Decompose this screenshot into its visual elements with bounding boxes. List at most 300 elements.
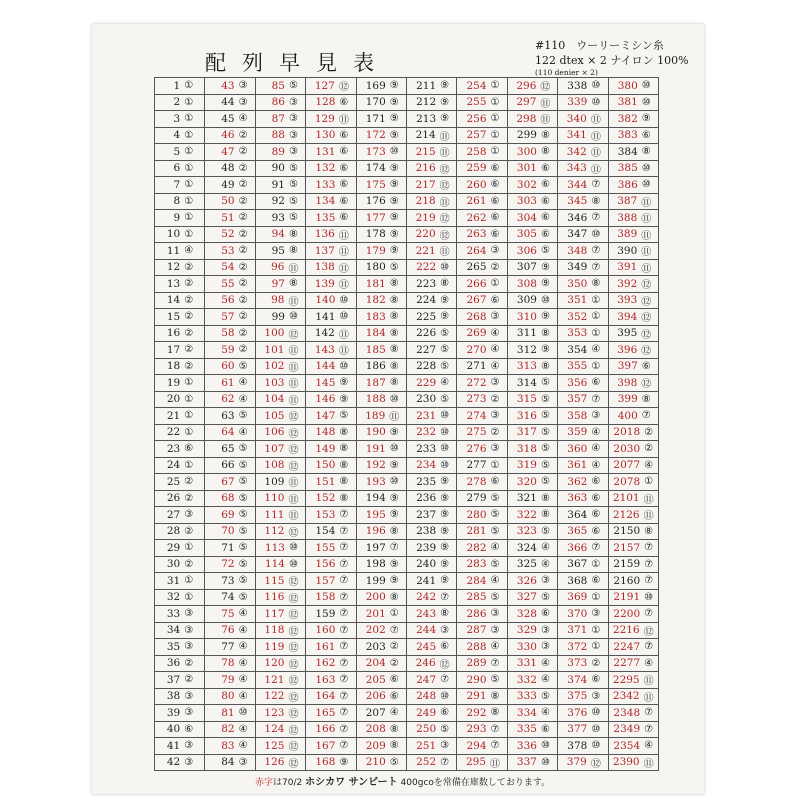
cell-content [306, 525, 355, 537]
entry-number: 383 [617, 129, 638, 142]
circled-code: ⑫ [288, 412, 299, 424]
entry-number: 111 [264, 508, 285, 521]
entry-number: 264 [466, 244, 487, 257]
table-cell [205, 540, 255, 557]
entry-number: 318 [516, 442, 537, 455]
entry-number: 159 [315, 607, 336, 620]
cell-content [256, 755, 305, 770]
entry-number: 382 [617, 112, 638, 125]
cell-content [508, 261, 557, 273]
entry-number: 219 [415, 211, 436, 224]
cell-content [306, 276, 355, 291]
table-cell [608, 193, 658, 210]
cell-content [508, 723, 557, 735]
cell-content [306, 294, 355, 306]
cell-content [558, 294, 607, 306]
cell-content [155, 96, 204, 108]
entry-number: 14 [166, 294, 181, 307]
cell-content [205, 492, 254, 504]
entry-number: 132 [315, 162, 336, 175]
entry-number: 297 [516, 96, 537, 109]
circled-code: ② [184, 476, 194, 488]
circled-code: ⑥ [339, 129, 349, 141]
cell-content [558, 707, 607, 719]
table-cell [155, 325, 205, 342]
cell-content [609, 707, 658, 719]
entry-number: 269 [466, 327, 487, 340]
entry-number: 190 [365, 426, 386, 439]
entry-number: 272 [466, 376, 487, 389]
entry-number: 35 [166, 640, 181, 653]
table-cell [608, 738, 658, 755]
cell-content [155, 327, 204, 339]
circled-code: ⑩ [591, 707, 601, 719]
cell-content [508, 426, 557, 438]
circled-code: ⑨ [440, 492, 450, 504]
circled-code: ⑫ [338, 82, 349, 94]
entry-number: 154 [315, 525, 336, 538]
table-cell [255, 243, 305, 260]
cell-content [155, 492, 204, 504]
cell-content [256, 623, 305, 638]
entry-number: 40 [166, 723, 181, 736]
cell-content [609, 623, 658, 638]
circled-code: ⑦ [490, 723, 500, 735]
table-cell [507, 457, 557, 474]
cell-content [256, 524, 305, 539]
entry-number: 370 [567, 607, 588, 620]
entry-number: 399 [617, 393, 638, 406]
table-cell [406, 375, 456, 392]
circled-code: ④ [644, 740, 654, 752]
circled-code: ⑤ [540, 591, 550, 603]
table-cell [356, 655, 406, 672]
circled-code: ⑫ [439, 164, 450, 176]
table-cell [507, 292, 557, 309]
table-cell [155, 523, 205, 540]
entry-number: 238 [416, 525, 437, 538]
cell-content [205, 476, 254, 488]
entry-number: 4 [173, 129, 181, 142]
cell-content [508, 591, 557, 603]
circled-code: ⑨ [389, 228, 399, 240]
cell-content [508, 410, 557, 422]
circled-code: ① [490, 129, 500, 141]
circled-code: ④ [238, 113, 248, 125]
circled-code: ⑩ [591, 80, 601, 92]
table-cell [406, 589, 456, 606]
table-cell [406, 457, 456, 474]
circled-code: ③ [238, 96, 248, 108]
cell-content [155, 657, 204, 669]
circled-code: ⑤ [490, 525, 500, 537]
circled-code: ⑤ [339, 410, 349, 422]
cell-content [357, 542, 406, 554]
cell-content [205, 740, 254, 752]
circled-code: ⑨ [540, 311, 550, 323]
circled-code: ④ [591, 344, 601, 356]
circled-code: ④ [490, 344, 500, 356]
table-row [155, 639, 659, 656]
table-row [155, 441, 659, 458]
table-cell [608, 144, 658, 161]
cell-content [155, 113, 204, 125]
circled-code: ② [184, 657, 194, 669]
entry-number: 252 [416, 756, 437, 769]
entry-number: 33 [166, 607, 181, 620]
cell-content [357, 212, 406, 224]
entry-number: 102 [264, 360, 285, 373]
table-cell [507, 160, 557, 177]
cell-content [508, 575, 557, 587]
circled-code: ⑤ [288, 80, 298, 92]
table-cell [507, 127, 557, 144]
table-cell [457, 358, 507, 375]
entry-number: 165 [315, 706, 336, 719]
entry-number: 313 [516, 360, 537, 373]
entry-number: 122 [264, 690, 285, 703]
table-cell [558, 94, 608, 111]
circled-code: ④ [540, 558, 550, 570]
circled-code: ⑩ [591, 740, 601, 752]
table-cell [205, 639, 255, 656]
circled-code: ⑪ [643, 676, 654, 688]
table-cell [608, 342, 658, 359]
circled-code: ⑥ [490, 476, 500, 488]
cell-content [306, 129, 355, 141]
entry-number: 142 [314, 327, 335, 340]
table-cell [255, 738, 305, 755]
circled-code: ⑧ [288, 228, 298, 240]
entry-number: 210 [365, 756, 386, 769]
cell-content [205, 459, 254, 471]
circled-code: ⑤ [440, 327, 450, 339]
circled-code: ⑩ [389, 443, 399, 455]
entry-number: 400 [617, 409, 638, 422]
circled-code: ⑥ [389, 690, 399, 702]
entry-number: 211 [416, 79, 437, 92]
entry-number: 182 [365, 294, 386, 307]
cell-content [407, 756, 456, 768]
table-cell [558, 309, 608, 326]
cell-content [357, 690, 406, 702]
entry-number: 30 [166, 558, 181, 571]
cell-content [205, 641, 254, 653]
circled-code: ⑧ [490, 690, 500, 702]
cell-content [609, 260, 658, 275]
table-cell [457, 243, 507, 260]
cell-content [609, 227, 658, 242]
circled-code: ③ [591, 608, 601, 620]
table-cell [205, 177, 255, 194]
table-cell [507, 490, 557, 507]
entry-number: 113 [264, 541, 285, 554]
cell-content [457, 542, 506, 554]
circled-code: ⑥ [540, 228, 550, 240]
circled-code: ⑪ [288, 263, 299, 275]
cell-content [558, 542, 607, 554]
table-row [155, 721, 659, 738]
table-row [155, 408, 659, 425]
cell-content [558, 96, 607, 108]
circled-code: ⑥ [641, 360, 651, 372]
circled-code: ⑪ [590, 131, 601, 143]
circled-code: ⑧ [389, 311, 399, 323]
cell-content [205, 707, 254, 719]
cell-content [508, 459, 557, 471]
table-cell [356, 309, 406, 326]
cell-content [457, 492, 506, 504]
table-cell [457, 210, 507, 227]
cell-content [256, 491, 305, 506]
circled-code: ④ [591, 443, 601, 455]
entry-number: 112 [264, 525, 285, 538]
table-cell [457, 589, 507, 606]
entry-number: 260 [466, 178, 487, 191]
cell-content [407, 509, 456, 521]
circled-code: ⑤ [540, 690, 550, 702]
entry-number: 373 [567, 657, 588, 670]
cell-content [306, 377, 355, 389]
cell-content [256, 359, 305, 374]
table-cell [507, 276, 557, 293]
entry-number: 330 [516, 640, 537, 653]
entry-number: 332 [516, 673, 537, 686]
circled-code: ⑧ [389, 294, 399, 306]
entry-number: 108 [264, 459, 285, 472]
entry-number: 90 [271, 162, 285, 175]
entry-number: 177 [365, 211, 386, 224]
table-cell [306, 540, 356, 557]
cell-content [558, 459, 607, 471]
cell-content [558, 261, 607, 273]
table-cell [356, 292, 406, 309]
entry-number: 32 [166, 591, 181, 604]
table-cell [507, 177, 557, 194]
cell-content [558, 80, 607, 92]
circled-code: ⑨ [389, 80, 399, 92]
table-cell [255, 639, 305, 656]
entry-number: 273 [466, 393, 487, 406]
cell-content [407, 344, 456, 356]
circled-code: ⑪ [439, 148, 450, 160]
cell-content [155, 575, 204, 587]
entry-number: 309 [516, 294, 537, 307]
cell-content [357, 311, 406, 323]
cell-content [205, 344, 254, 356]
circled-code: ⑦ [339, 558, 349, 570]
spec-line-3: (110 denier × 2) [535, 68, 598, 77]
entry-number: 104 [264, 393, 285, 406]
cell-content [306, 558, 355, 570]
table-cell [205, 243, 255, 260]
cell-content [256, 342, 305, 357]
cell-content [306, 260, 355, 275]
circled-code: ⑪ [288, 379, 299, 391]
circled-code: ⑩ [540, 740, 550, 752]
circled-code: ② [644, 443, 654, 455]
cell-content [256, 458, 305, 473]
table-cell [155, 589, 205, 606]
table-cell [457, 193, 507, 210]
cell-content [407, 740, 456, 752]
entry-number: 279 [466, 492, 487, 505]
table-cell [205, 523, 255, 540]
table-cell [255, 474, 305, 491]
entry-number: 68 [221, 492, 235, 505]
circled-code: ③ [288, 129, 298, 141]
entry-number: 287 [466, 624, 487, 637]
table-cell [255, 688, 305, 705]
table-cell [406, 127, 456, 144]
circled-code: ⑧ [641, 393, 651, 405]
cell-content [609, 243, 658, 258]
table-cell [306, 309, 356, 326]
entry-number: 73 [221, 574, 235, 587]
cell-content [256, 113, 305, 125]
circled-code: ⑨ [389, 162, 399, 174]
entry-number: 52 [221, 228, 235, 241]
circled-code: ③ [184, 509, 194, 521]
table-cell [255, 177, 305, 194]
entry-number: 201 [365, 607, 386, 620]
table-cell [356, 193, 406, 210]
table-cell [406, 210, 456, 227]
cell-content [205, 525, 254, 537]
circled-code: ⑪ [288, 362, 299, 374]
cell-content [306, 146, 355, 158]
circled-code: ⑦ [389, 624, 399, 636]
cell-content [357, 294, 406, 306]
circled-code: ④ [490, 327, 500, 339]
circled-code: ⑪ [439, 247, 450, 259]
entry-number: 37 [166, 673, 181, 686]
entry-number: 2157 [613, 541, 641, 554]
entry-number: 208 [365, 723, 386, 736]
circled-code: ⑨ [389, 212, 399, 224]
cell-content [256, 558, 305, 570]
circled-code: ① [184, 212, 194, 224]
table-cell [155, 210, 205, 227]
entry-number: 319 [516, 459, 537, 472]
table-cell [406, 705, 456, 722]
table-row [155, 589, 659, 606]
entry-number: 387 [617, 195, 638, 208]
entry-number: 2247 [613, 640, 641, 653]
circled-code: ⑤ [389, 261, 399, 273]
cell-content [457, 525, 506, 537]
table-row [155, 342, 659, 359]
cell-content [155, 278, 204, 290]
table-cell [507, 94, 557, 111]
entry-number: 369 [567, 591, 588, 604]
table-cell [155, 358, 205, 375]
table-cell [457, 408, 507, 425]
entry-number: 1 [173, 79, 181, 92]
cell-content [508, 129, 557, 141]
cell-content [357, 608, 406, 620]
entry-number: 361 [567, 459, 588, 472]
cell-content [256, 590, 305, 605]
entry-number: 280 [466, 508, 487, 521]
entry-number: 298 [516, 112, 537, 125]
cell-content [407, 243, 456, 258]
table-cell [155, 127, 205, 144]
entry-number: 95 [271, 244, 285, 257]
entry-number: 217 [415, 178, 436, 191]
table-cell [507, 226, 557, 243]
entry-number: 240 [416, 558, 437, 571]
circled-code: ① [591, 624, 601, 636]
circled-code: ③ [184, 641, 194, 653]
entry-number: 164 [315, 690, 336, 703]
table-cell [457, 259, 507, 276]
table-cell [457, 507, 507, 524]
table-cell [255, 292, 305, 309]
circled-code: ⑤ [288, 195, 298, 207]
table-cell [356, 738, 406, 755]
cell-content [558, 344, 607, 356]
entry-number: 398 [617, 376, 638, 389]
table-cell [155, 375, 205, 392]
table-cell [457, 424, 507, 441]
table-cell [306, 177, 356, 194]
entry-number: 24 [166, 459, 181, 472]
cell-content [558, 641, 607, 653]
circled-code: ⑤ [389, 756, 399, 768]
table-cell [205, 490, 255, 507]
entry-number: 155 [315, 541, 336, 554]
cell-content [407, 674, 456, 686]
table-cell [558, 639, 608, 656]
circled-code: ⑦ [644, 558, 654, 570]
entry-number: 28 [166, 525, 181, 538]
circled-code: ⑥ [540, 723, 550, 735]
entry-number: 176 [365, 195, 386, 208]
entry-number: 17 [166, 343, 181, 356]
circled-code: ① [184, 146, 194, 158]
table-row [155, 424, 659, 441]
table-cell [356, 540, 406, 557]
cell-content [205, 162, 254, 174]
circled-code: ⑪ [338, 115, 349, 127]
table-cell [558, 408, 608, 425]
table-cell [406, 408, 456, 425]
circled-code: ⑫ [288, 527, 299, 539]
entry-number: 160 [315, 624, 336, 637]
cell-content [558, 492, 607, 504]
cell-content [155, 624, 204, 636]
table-cell [457, 672, 507, 689]
entry-number: 2191 [613, 591, 641, 604]
entry-number: 180 [365, 261, 386, 274]
cell-content [457, 707, 506, 719]
circled-code: ④ [540, 657, 550, 669]
entry-number: 96 [271, 261, 285, 274]
entry-number: 352 [567, 310, 588, 323]
entry-number: 188 [365, 393, 386, 406]
entry-number: 2354 [613, 739, 641, 752]
cell-content [407, 558, 456, 570]
entry-number: 274 [466, 409, 487, 422]
cell-content [558, 657, 607, 669]
table-cell [507, 639, 557, 656]
cell-content [609, 723, 658, 735]
entry-number: 3 [173, 112, 181, 125]
cell-content [609, 129, 658, 141]
cell-content [357, 575, 406, 587]
table-cell [255, 210, 305, 227]
